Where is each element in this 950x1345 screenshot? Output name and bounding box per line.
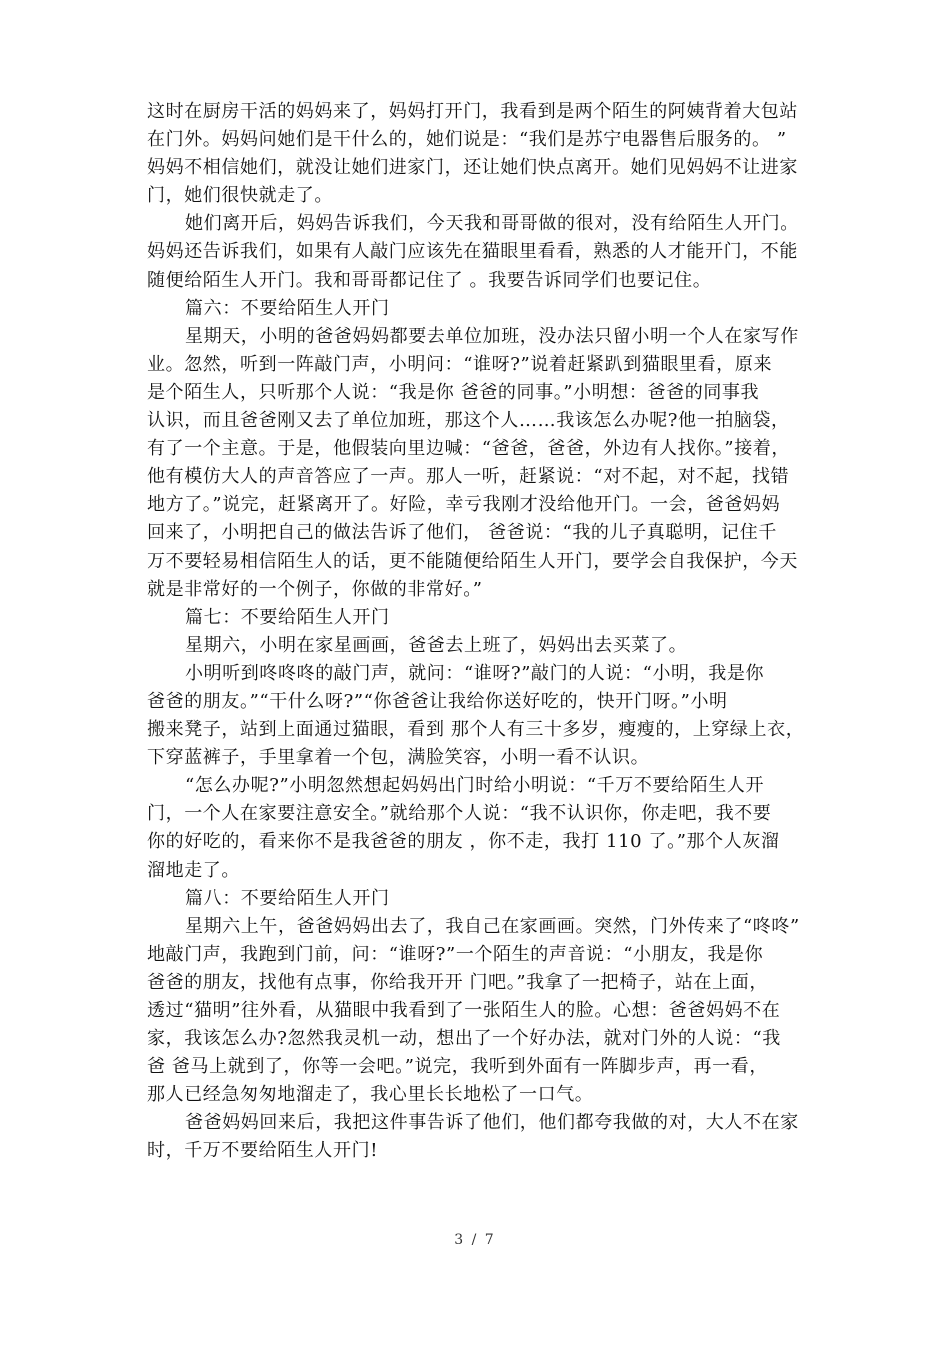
paragraph-line: 搬来凳子，站到上面通过猫眼，看到 那个人有三十多岁，瘦瘦的，上穿绿上衣， — [147, 719, 805, 741]
paragraph-line: 有了一个主意。于是，他假装向里边喊：“爸爸，爸爸，外边有人找你。”接着， — [147, 438, 791, 460]
document-body — [147, 98, 807, 1166]
paragraph-line: 妈妈还告诉我们，如果有人敲门应该先在猫眼里看看，熟悉的人才能开门，不能 — [147, 241, 798, 263]
paragraph-line: 地敲门声，我跑到门前，问：“谁呀?”一个陌生的声音说：“小朋友，我是你 — [147, 943, 764, 965]
paragraph-line: 溜地走了。 — [147, 859, 240, 881]
section-heading: 篇八：不要给陌生人开门 — [185, 887, 390, 909]
paragraph-line: 万不要轻易相信陌生人的话，更不能随便给陌生人开门，要学会自我保护，今天 — [147, 550, 798, 572]
paragraph-line: 小明听到咚咚咚的敲门声，就问：“谁呀?”敲门的人说：“小明，我是你 — [185, 662, 765, 684]
paragraph-line: 星期天，小明的爸爸妈妈都要去单位加班，没办法只留小明一个人在家写作 — [185, 325, 799, 347]
paragraph-line: 门，一个人在家要注意安全。”就给那个人说：“我不认识你，你走吧，我不要 — [147, 803, 772, 825]
paragraph-line: 星期六上午，爸爸妈妈出去了，我自己在家画画。突然，门外传来了“咚咚” — [185, 915, 800, 937]
paragraph-line: 星期六，小明在家星画画，爸爸去上班了，妈妈出去买菜了。 — [185, 634, 688, 656]
paragraph-line: 他有模仿大人的声音答应了一声。那人一听，赶紧说：“对不起，对不起，找错 — [147, 466, 790, 488]
paragraph-line: 她们离开后，妈妈告诉我们，今天我和哥哥做的很对，没有给陌生人开门。 — [185, 213, 799, 235]
paragraph-line: 家，我该怎么办?忽然我灵机一动，想出了一个好办法，就对门外的人说：“我 — [147, 1028, 781, 1050]
paragraph-line: 回来了，小明把自己的做法告诉了他们， 爸爸说：“我的儿子真聪明，记住千 — [147, 522, 777, 544]
paragraph-line: 爸爸的朋友。”“干什么呀?”“你爸爸让我给你送好吃的，快开门呀。”小明 — [147, 690, 728, 712]
paragraph-line: 妈妈不相信她们，就没让她们进家门，还让她们快点离开。她们见妈妈不让进家 — [147, 157, 798, 179]
paragraph-line: “怎么办呢?”小明忽然想起妈妈出门时给小明说：“千万不要给陌生人开 — [185, 775, 765, 797]
page-number: 3 / 7 — [454, 1232, 496, 1248]
paragraph-line: 门，她们很快就走了。 — [147, 185, 333, 207]
paragraph-line: 就是非常好的一个例子，你做的非常好。” — [147, 578, 483, 600]
paragraph-line: 爸爸妈妈回来后，我把这件事告诉了他们，他们都夸我做的对，大人不在家 — [185, 1112, 799, 1134]
paragraph-line: 在门外。妈妈问她们是干什么的，她们说是：“我们是苏宁电器售后服务的。 ” — [147, 129, 787, 151]
paragraph-line: 时，千万不要给陌生人开门! — [147, 1140, 379, 1162]
paragraph-line: 爸 爸马上就到了，你等一会吧。”说完，我听到外面有一阵脚步声，再一看， — [147, 1056, 768, 1078]
section-heading: 篇七：不要给陌生人开门 — [185, 606, 390, 628]
section-heading: 篇六：不要给陌生人开门 — [185, 297, 390, 319]
paragraph-line: 这时在厨房干活的妈妈来了，妈妈打开门，我看到是两个陌生的阿姨背着大包站 — [147, 101, 798, 122]
paragraph-line: 地方了。”说完，赶紧离开了。好险，幸亏我刚才没给他开门。一会，爸爸妈妈 — [147, 494, 781, 516]
paragraph-line: 业。忽然，听到一阵敲门声，小明问：“谁呀?”说着赶紧趴到猫眼里看，原来 — [147, 353, 773, 375]
paragraph-line: 随便给陌生人开门。我和哥哥都记住了 。我要告诉同学们也要记住。 — [147, 269, 712, 291]
paragraph-line: 爸爸的朋友，找他有点事，你给我开开 门吧。”我拿了一把椅子，站在上面， — [147, 971, 768, 993]
paragraph-line: 认识，而且爸爸刚又去了单位加班，那这个人……我该怎么办呢?他一拍脑袋， — [147, 410, 790, 432]
paragraph-line: 下穿蓝裤子，手里拿着一个包，满脸笑容，小明一看不认识。 — [147, 747, 650, 769]
paragraph-line: 是个陌生人，只听那个人说：“我是你 爸爸的同事。”小明想：爸爸的同事我 — [147, 381, 760, 403]
paragraph-line: 你的好吃的，看来你不是我爸爸的朋友 ，你不走，我打 110 了。”那个人灰溜 — [147, 831, 780, 853]
paragraph-line: 透过“猫明”往外看，从猫眼中我看到了一张陌生人的脸。心想：爸爸妈妈不在 — [147, 1000, 781, 1021]
paragraph-line: 那人已经急匆匆地溜走了，我心里长长地松了一口气。 — [147, 1084, 594, 1106]
